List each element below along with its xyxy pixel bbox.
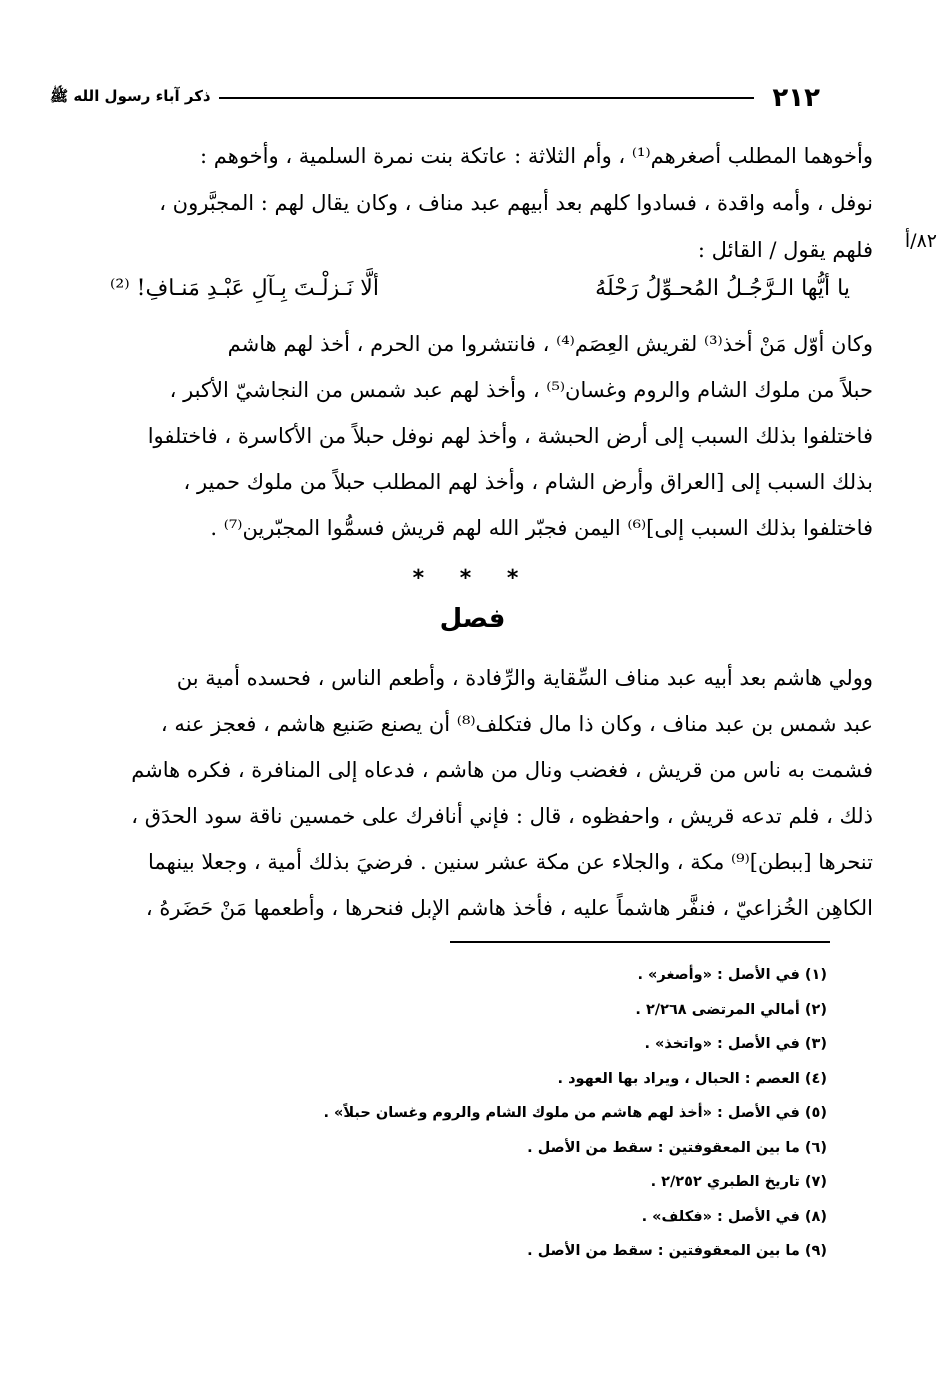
footnote: (٧) تاريخ الطبري ٢/٢٥٢ . [650,1174,827,1190]
paragraph-alliances [123,326,873,546]
text-line: فشمت به ناس من قريش ، فغضب ونال من هاشم ، فدعاه إلى المنافرة ، فكره هاشم [131,758,873,782]
verse-second-hemistich: ألَّا نَـزلْـتَ بِـآلِ عَبْـدِ مَنـافِ! ⁽²⁾ [110,275,379,301]
footnote: (٨) في الأصل : «فكلف» . [641,1208,827,1225]
paragraph-intro [123,138,873,268]
footnote: (٢) أمالي المرتضى ٢/٢٦٨ . [635,1001,827,1018]
footnote: (٦) ما بين المعقوفتين : سقط من الأصل . [527,1139,827,1156]
text-line: فلهم يقول / القائل : [697,238,873,262]
text-line: الكاهِن الخُزاعيّ ، فنفَّر هاشماً عليه ، فأخذ هاشم الإبل فنحرها ، وأطعمها مَنْ حَضَرهُ ، [145,896,873,920]
running-header [50,82,820,114]
text-line: وولي هاشم بعد أبيه عبد مناف السِّقاية والرِّفادة ، وأطعم الناس ، فحسده أمية بن [176,666,873,690]
footnote-rule [450,941,830,943]
text-line: حبلاً من ملوك الشام والروم وغسان⁽⁵⁾ ، وأخذ لهم عبد شمس من النجاشيّ الأكبر ، [169,378,873,402]
verse-first-hemistich: يا أيُّها الـرَّجُـلُ المُحـوِّلُ رَحْلَهُ [595,275,850,301]
section-separator: * * * [412,566,533,591]
text-line: عبد شمس بن عبد مناف ، وكان ذا مال فتكلف⁽⁸⁾ أن يصنع صَنيع هاشم ، فعجز عنه ، [160,712,873,736]
text-line: وكان أوّل مَنْ أخذ⁽³⁾ لقريش العِصَم⁽⁴⁾ ، فانتشروا من الحرم ، أخذ لهم هاشم [227,332,873,356]
running-title: ذكر آباء رسول الله ﷺ [50,87,211,105]
section-title: فصل [439,604,506,634]
text-line: فاختلفوا بذلك السبب إلى أرض الحبشة ، وأخذ لهم نوفل حبلاً من الأكاسرة ، فاختلفوا [147,424,873,448]
footnote: (١) في الأصل : «وأصغر» . [637,967,827,983]
page-number: ٢١٢ [772,83,820,113]
manuscript-folio-ref: ٨٢/أ [904,230,937,252]
footnote: (٩) ما بين المعقوفتين : سقط من الأصل . [527,1243,827,1259]
footnotes [127,958,827,1269]
text-line: ذلك ، فلم تدعه قريش ، واحفظوه ، قال : فإني أنافرك على خمسين ناقة سود الحدَق ، [131,804,873,828]
footnote: (٣) في الأصل : «واتخذ» . [644,1036,827,1052]
footnote: (٥) في الأصل : «أخذ لهم هاشم من ملوك الشام والروم وغسان حبلاً» . [323,1105,827,1121]
poetry-verse [110,268,850,308]
text-line: نوفل ، وأمه واقدة ، فسادوا كلهم بعد أبيهم عبد مناف ، وكان يقال لهم : المجبَّرون ، [159,191,873,215]
header-rule [219,97,755,99]
text-line: وأخوهما المطلب أصغرهم⁽¹⁾ ، وأم الثلاثة : عاتكة بنت نمرة السلمية ، وأخوهم : [200,144,873,168]
text-line: فاختلفوا بذلك السبب إلى]⁽⁶⁾ اليمن فجبّر الله لهم قريش فسمُّوا المجبّرين⁽⁷⁾ . [210,516,873,540]
footnote: (٤) العصم : الحبال ، ويراد بها العهود . [557,1070,827,1087]
paragraph-hashim [123,660,873,926]
text-line: بذلك السبب إلى [العراق وأرض الشام ، وأخذ لهم المطلب حبلاً من ملوك حمير ، [183,470,873,494]
text-line: تنحرها [ببطن]⁽⁹⁾ مكة ، والجلاء عن مكة عشر سنين . فرضيَ بذلك أمية ، وجعلا بينهما [148,850,873,874]
